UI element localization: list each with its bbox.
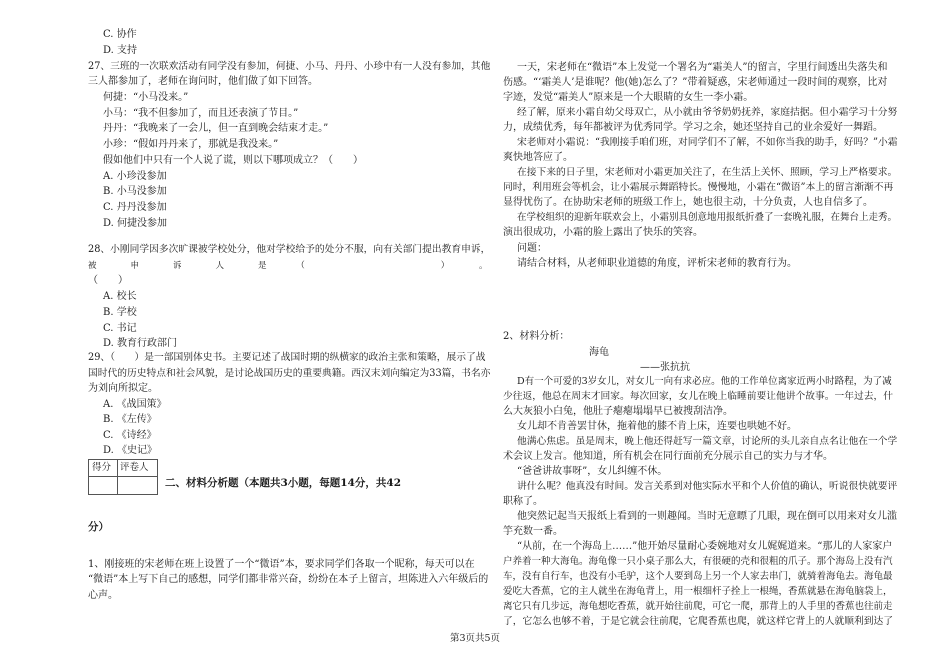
option-line: B. 小马没参加 <box>103 186 167 197</box>
material-text: 一天，宋老师在“微语”本上发觉一个署名为“霜美人”的留言，字里行间透出失落失和 <box>517 62 888 73</box>
option-line: A. 小珍没参加 <box>103 171 167 182</box>
question-text: 被 申 诉 人 是 （ ） 。 <box>88 261 488 271</box>
option-line: D. 支持 <box>103 45 138 56</box>
question-text: “微语”本上写下自己的感想，同学们都非常兴奋，纷纷在本子上留言，坦陈进入六年级后的 <box>88 574 489 585</box>
option-line: C. 《诗经》 <box>103 430 157 441</box>
question-text: 何捷：“小马没来。” <box>103 92 189 103</box>
option-line: D. 《史记》 <box>103 445 158 456</box>
passage-text: 车，没有自行车，也没有小毛驴，这个人要到岛上另一个人家去串门，就骑着海龟去。海龟最 <box>503 571 893 582</box>
question-text: 国时代的历史特点和社会风貌，是讨论战国历史的重要典籍。西汉末刘向编定为33篇，书名亦 <box>88 368 491 379</box>
question-text: 丹丹：“我晚来了一会儿，但一直到晚会结束才走。” <box>103 123 329 134</box>
passage-text: 离它只有几步远，海龟想吃香蕉，就开始往前爬，可它一爬，那背上的人手里的香蕉也往前走 <box>503 601 893 612</box>
passage-text: 爱吃大香蕉，它的主人就坐在海龟背上，用一根细杆子拴上一根绳，香蕉就悬在海龟脑袋上， <box>503 586 893 597</box>
question-text: 小珍：“假如丹丹来了，那就是我没来。” <box>103 139 279 150</box>
passage-text: “从前，在一个海岛上……”他开始尽量耐心委婉地对女儿娓娓道来。“那儿的人家家户 <box>517 541 893 552</box>
question-prompt: 问题： <box>517 243 547 254</box>
score-label: 得分 <box>92 462 112 473</box>
option-line: C. 协作 <box>103 29 137 40</box>
passage-text: 少往返，他总在周末才回家。每次回家，女儿在晚上临睡前要让他讲个故事。一年过去，什 <box>503 391 893 402</box>
option-line: B. 《左传》 <box>103 414 157 425</box>
section-title-cont: 分） <box>88 521 109 533</box>
section-title: 二、材料分析题（本题共3小题，每题14分，共42 <box>165 477 402 489</box>
question-prompt: 请结合材料，从老师职业道德的角度，评析宋老师的教育行为。 <box>517 258 797 269</box>
material-text: 力，成绩优秀，每年都被评为优秀同学。学习之余，她还坚持自己的业余爱好一舞蹈。 <box>503 122 883 133</box>
question-text: 假如他们中只有一个人说了谎，则以下哪项成立？（ ） <box>103 155 363 166</box>
material-text: 在接下来的日子里，宋老师对小霜更加关注了，在生活上关怀、照顾，学习上严格要求。 <box>517 167 898 178</box>
question-text: 三人都参加了，老师在询问时，他们做了如下回答。 <box>88 76 318 87</box>
option-line: A. 《战国策》 <box>103 399 167 410</box>
score-box-divider <box>117 460 118 494</box>
page-number: 第3页共5页 <box>449 633 501 644</box>
score-box-divider <box>89 476 157 477</box>
question-text: 小马：“我不但参加了，而且还表演了节目。” <box>103 108 299 119</box>
option-line: C. 丹丹没参加 <box>103 202 167 213</box>
passage-text: 讲什么呢？他真没有时间。发言关系到对他实际水平和个人价值的确认，听说很快就要评 <box>517 481 898 492</box>
question-text: 为刘向所拟定。 <box>88 383 158 394</box>
material-text: 宋老师对小霜说：“我刚接手咱们班，对同学们不了解，不如你当我的助手，好吗？”小霜 <box>517 137 898 148</box>
passage-text: D有一个可爱的3岁女儿，对女儿一向有求必应。他的工作单位离家近两小时路程，为了减 <box>517 376 892 387</box>
material-text: 演出很成功，小霜的脸上露出了快乐的笑容。 <box>503 227 703 238</box>
material-text: 爽快地答应了。 <box>503 152 573 163</box>
question-text: （ ） <box>88 275 128 286</box>
score-box <box>88 459 158 495</box>
material-text: 经了解，原来小霜自幼父母双亡，从小就由爷爷奶奶抚养，家庭拮据。但小霜学习十分努 <box>517 107 898 118</box>
passage-text: 竽充数一番。 <box>503 526 563 537</box>
material-text: 显得忧伤了。在协助宋老师的班级工作上，她也很主动，十分负责，人也自信多了。 <box>503 197 873 208</box>
option-line: A. 校长 <box>103 291 137 302</box>
passage-text: 了，它怎么也够不着，于是它就会往前爬，它爬香蕉也爬，就这样它背上的人就顺利到达了 <box>503 616 893 627</box>
option-line: D. 教育行政部门 <box>103 338 178 349</box>
question-text: 心声。 <box>88 590 118 601</box>
grader-label: 评卷人 <box>120 462 149 473</box>
passage-text: 职称了。 <box>503 496 543 507</box>
question-29: 29、（ ）是一部国别体史书。主要记述了战国时期的纵横家的政治主张和策略，展示了战 <box>88 352 486 363</box>
passage-text: “爸爸讲故事呀”，女儿纠缠不休。 <box>517 466 668 477</box>
passage-text: 他满心焦虑。虽是周末，晚上他还得赶写一篇文章，讨论所的头儿亲自点名让他在一个学 <box>517 436 898 447</box>
question-1: 1、刚接班的宋老师在班上设置了一个“微语”本，要求同学们各取一个昵称，每天可以在 <box>88 559 475 570</box>
passage-text: 他突然记起当天报纸上看到的一则趣闻。当时无意瞟了几眼，现在倒可以用来对女儿滥 <box>517 511 897 522</box>
material-text: 在学校组织的迎新年联欢会上，小霜别具创意地用报纸折叠了一套晚礼服，在舞台上走秀。 <box>517 212 898 223</box>
passage-text: 户养着一种大海龟。海龟像一只小桌子那么大，有很硬的壳和很粗的爪子。那个海岛上没有汽 <box>503 556 893 567</box>
question-28: 28、小刚同学因多次旷课被学校处分，他对学校给予的处分不服，向有关部门提出教育申诉， <box>88 244 491 255</box>
question-27: 27、三班的一次联欢活动有同学没有参加，何捷、小马、丹丹、小珍中有一人没有参加，其他 <box>88 61 491 72</box>
material-text: 字迹，发觉“霜美人”原来是一个大眼睛的女生一李小霜。 <box>503 92 754 103</box>
passage-text: 么大灰狼小白兔，他肚子瘪瘪塌塌早已被搜刮洁净。 <box>503 406 733 417</box>
option-line: B. 学校 <box>103 307 137 318</box>
material-text: 伤感。“‘霜美人’是谁呢？他(她)怎么了？”带着疑惑，宋老师通过一段时间的观察，比对 <box>503 77 888 88</box>
material-text: 同时，利用班会等机会，让小霜展示舞蹈特长。慢慢地，小霜在“微语”本上的留言渐渐不再 <box>503 182 894 193</box>
passage-author: ——张抗抗 <box>640 362 690 373</box>
option-line: D. 何捷没参加 <box>103 218 168 229</box>
passage-title: 海龟 <box>589 347 609 358</box>
passage-text: 女儿却不肯善罢甘休，拖着他的膝不肯上床，连要也哄她不好。 <box>517 421 797 432</box>
question-2-header: 2、材料分析： <box>503 331 570 342</box>
passage-text: 术会议上发言。他知道，所有机会在同行面前充分展示自己的实力与才华。 <box>503 451 833 462</box>
option-line: C. 书记 <box>103 323 137 334</box>
